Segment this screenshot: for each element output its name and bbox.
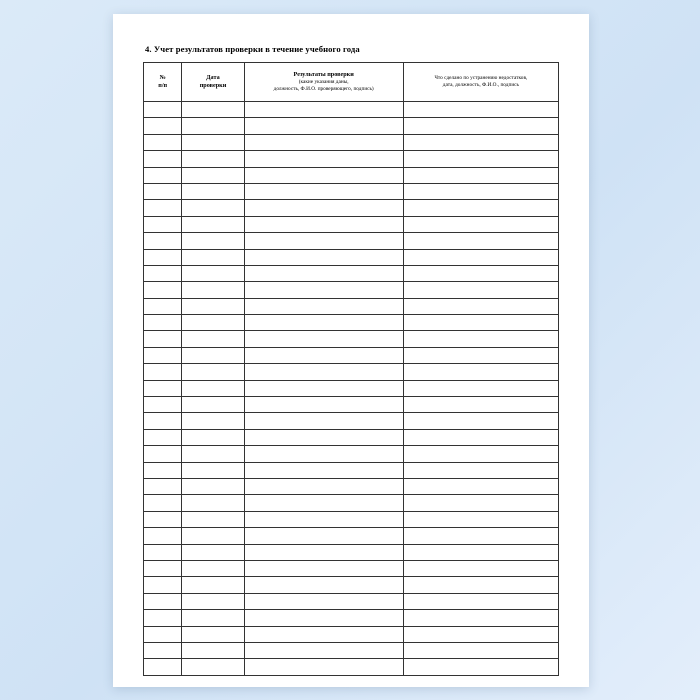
table-cell-actions[interactable] [403,446,558,462]
column-header-results-line1: Результаты проверки [293,70,354,78]
table-cell-date[interactable] [182,380,244,396]
table-cell-number[interactable] [144,298,182,314]
table-cell-number[interactable] [144,478,182,494]
table-cell-date[interactable] [182,413,244,429]
column-header-results-line3: должность, Ф.И.О. проверяющего, подпись) [273,86,374,93]
table-cell-number[interactable] [144,626,182,642]
table-cell-number[interactable] [144,413,182,429]
table-row[interactable] [144,183,559,199]
table-row[interactable] [144,659,559,675]
table-cell-date[interactable] [182,642,244,658]
table-row[interactable] [144,560,559,576]
column-header-number [144,63,182,102]
table-cell-results[interactable] [244,429,403,445]
table-cell-number[interactable] [144,249,182,265]
table-row[interactable] [144,315,559,331]
table-row[interactable] [144,610,559,626]
table-cell-date[interactable] [182,282,244,298]
table-cell-results[interactable] [244,151,403,167]
table-cell-number[interactable] [144,282,182,298]
table-cell-results[interactable] [244,577,403,593]
table-cell-date[interactable] [182,298,244,314]
table-row[interactable] [144,298,559,314]
table-cell-date[interactable] [182,102,244,118]
table-cell-date[interactable] [182,397,244,413]
table-cell-date[interactable] [182,151,244,167]
table-cell-actions[interactable] [403,610,558,626]
column-header-date-line2: проверки [199,82,227,89]
page-content [143,44,559,676]
table-cell-results[interactable] [244,544,403,560]
table-cell-results[interactable] [244,593,403,609]
table-cell-results[interactable] [244,347,403,363]
table-cell-actions[interactable] [403,118,558,134]
table-cell-results[interactable] [244,233,403,249]
table-cell-date[interactable] [182,544,244,560]
table-cell-results[interactable] [244,200,403,216]
table-cell-actions[interactable] [403,560,558,576]
table-row[interactable] [144,167,559,183]
column-header-results [244,63,403,102]
table-cell-number[interactable] [144,118,182,134]
column-header-actions-line1: Что сделано по устранению недостатков, [434,74,528,81]
table-cell-number[interactable] [144,610,182,626]
table-cell-number[interactable] [144,397,182,413]
column-header-results-line2: (какие указания даны, [298,79,349,86]
table-cell-actions[interactable] [403,429,558,445]
column-header-date [182,63,244,102]
table-cell-number[interactable] [144,331,182,347]
table-row[interactable] [144,331,559,347]
table-cell-date[interactable] [182,495,244,511]
table-row[interactable] [144,380,559,396]
table-cell-actions[interactable] [403,642,558,658]
table-cell-results[interactable] [244,167,403,183]
table-cell-results[interactable] [244,134,403,150]
table-cell-actions[interactable] [403,577,558,593]
table-cell-date[interactable] [182,233,244,249]
table-cell-number[interactable] [144,183,182,199]
table-cell-actions[interactable] [403,331,558,347]
table-cell-actions[interactable] [403,298,558,314]
table-cell-number[interactable] [144,315,182,331]
table-row[interactable] [144,446,559,462]
table-cell-actions[interactable] [403,364,558,380]
table-cell-number[interactable] [144,462,182,478]
table-cell-number[interactable] [144,593,182,609]
table-cell-date[interactable] [182,183,244,199]
table-cell-number[interactable] [144,167,182,183]
table-cell-number[interactable] [144,151,182,167]
table-cell-date[interactable] [182,593,244,609]
table-row[interactable] [144,478,559,494]
table-row[interactable] [144,347,559,363]
table-row[interactable] [144,462,559,478]
table-cell-results[interactable] [244,528,403,544]
table-cell-actions[interactable] [403,216,558,232]
table-cell-actions[interactable] [403,151,558,167]
inspection-results-table [143,62,559,676]
table-cell-date[interactable] [182,200,244,216]
table-cell-results[interactable] [244,511,403,527]
table-cell-results[interactable] [244,298,403,314]
table-row[interactable] [144,528,559,544]
table-row[interactable] [144,577,559,593]
table-cell-date[interactable] [182,577,244,593]
table-cell-number[interactable] [144,511,182,527]
table-cell-actions[interactable] [403,167,558,183]
table-cell-actions[interactable] [403,544,558,560]
table-cell-number[interactable] [144,364,182,380]
table-cell-results[interactable] [244,364,403,380]
table-cell-actions[interactable] [403,183,558,199]
table-row[interactable] [144,397,559,413]
table-cell-results[interactable] [244,413,403,429]
table-cell-number[interactable] [144,216,182,232]
table-cell-results[interactable] [244,610,403,626]
table-cell-date[interactable] [182,364,244,380]
table-cell-date[interactable] [182,429,244,445]
table-cell-actions[interactable] [403,233,558,249]
table-cell-actions[interactable] [403,347,558,363]
table-cell-date[interactable] [182,331,244,347]
table-cell-number[interactable] [144,659,182,675]
table-cell-date[interactable] [182,511,244,527]
table-cell-number[interactable] [144,544,182,560]
table-cell-actions[interactable] [403,462,558,478]
table-cell-date[interactable] [182,249,244,265]
table-cell-date[interactable] [182,659,244,675]
table-cell-results[interactable] [244,478,403,494]
table-cell-actions[interactable] [403,413,558,429]
table-cell-actions[interactable] [403,315,558,331]
table-cell-date[interactable] [182,265,244,281]
table-row[interactable] [144,134,559,150]
table-cell-results[interactable] [244,102,403,118]
table-row[interactable] [144,429,559,445]
table-cell-date[interactable] [182,446,244,462]
table-cell-results[interactable] [244,659,403,675]
table-cell-actions[interactable] [403,249,558,265]
table-cell-results[interactable] [244,118,403,134]
table-cell-results[interactable] [244,265,403,281]
table-cell-date[interactable] [182,560,244,576]
table-cell-actions[interactable] [403,659,558,675]
table-row[interactable] [144,118,559,134]
table-cell-actions[interactable] [403,528,558,544]
column-header-date-line1: Дата [206,73,220,81]
table-cell-date[interactable] [182,134,244,150]
table-row[interactable] [144,413,559,429]
table-cell-results[interactable] [244,495,403,511]
table-cell-date[interactable] [182,478,244,494]
table-cell-results[interactable] [244,642,403,658]
table-cell-date[interactable] [182,528,244,544]
table-cell-number[interactable] [144,233,182,249]
table-cell-actions[interactable] [403,478,558,494]
table-cell-actions[interactable] [403,626,558,642]
table-cell-results[interactable] [244,380,403,396]
table-cell-actions[interactable] [403,511,558,527]
table-row[interactable] [144,102,559,118]
table-row[interactable] [144,282,559,298]
table-row[interactable] [144,249,559,265]
table-header-row [144,63,559,102]
table-cell-actions[interactable] [403,380,558,396]
table-cell-date[interactable] [182,347,244,363]
table-body [144,102,559,676]
table-cell-number[interactable] [144,200,182,216]
table-cell-number[interactable] [144,265,182,281]
table-row[interactable] [144,593,559,609]
page-title: 4. Учет результатов проверки в течение учебного года [145,44,360,54]
table-cell-actions[interactable] [403,265,558,281]
table-cell-results[interactable] [244,282,403,298]
table-cell-results[interactable] [244,560,403,576]
table-cell-results[interactable] [244,249,403,265]
table-cell-number[interactable] [144,134,182,150]
table-cell-results[interactable] [244,397,403,413]
table-cell-number[interactable] [144,429,182,445]
table-row[interactable] [144,626,559,642]
table-cell-date[interactable] [182,315,244,331]
table-cell-number[interactable] [144,577,182,593]
table-cell-date[interactable] [182,216,244,232]
table-cell-number[interactable] [144,380,182,396]
table-cell-date[interactable] [182,118,244,134]
table-cell-number[interactable] [144,495,182,511]
document-page [113,14,589,687]
table-row[interactable] [144,511,559,527]
table-cell-number[interactable] [144,347,182,363]
table-cell-actions[interactable] [403,397,558,413]
table-cell-date[interactable] [182,462,244,478]
table-row[interactable] [144,151,559,167]
table-cell-number[interactable] [144,528,182,544]
table-row[interactable] [144,216,559,232]
table-cell-actions[interactable] [403,282,558,298]
column-header-number-line2: п/п [158,82,168,89]
table-cell-date[interactable] [182,626,244,642]
table-cell-actions[interactable] [403,200,558,216]
table-row[interactable] [144,265,559,281]
table-row[interactable] [144,200,559,216]
table-row[interactable] [144,642,559,658]
table-cell-number[interactable] [144,446,182,462]
table-cell-number[interactable] [144,102,182,118]
table-cell-number[interactable] [144,560,182,576]
table-row[interactable] [144,364,559,380]
table-cell-actions[interactable] [403,134,558,150]
table-cell-date[interactable] [182,167,244,183]
table-cell-actions[interactable] [403,495,558,511]
table-row[interactable] [144,495,559,511]
table-cell-results[interactable] [244,315,403,331]
table-cell-results[interactable] [244,331,403,347]
table-head [144,63,559,102]
table-cell-results[interactable] [244,216,403,232]
table-cell-results[interactable] [244,446,403,462]
column-header-number-line1: № [159,73,166,81]
table-cell-date[interactable] [182,610,244,626]
column-header-actions [403,63,558,102]
table-cell-actions[interactable] [403,593,558,609]
table-cell-results[interactable] [244,183,403,199]
column-header-actions-line2: дата, должность, Ф.И.О., подпись [442,82,519,88]
table-cell-number[interactable] [144,642,182,658]
table-cell-actions[interactable] [403,102,558,118]
table-row[interactable] [144,544,559,560]
table-row[interactable] [144,233,559,249]
table-cell-results[interactable] [244,462,403,478]
table-cell-results[interactable] [244,626,403,642]
